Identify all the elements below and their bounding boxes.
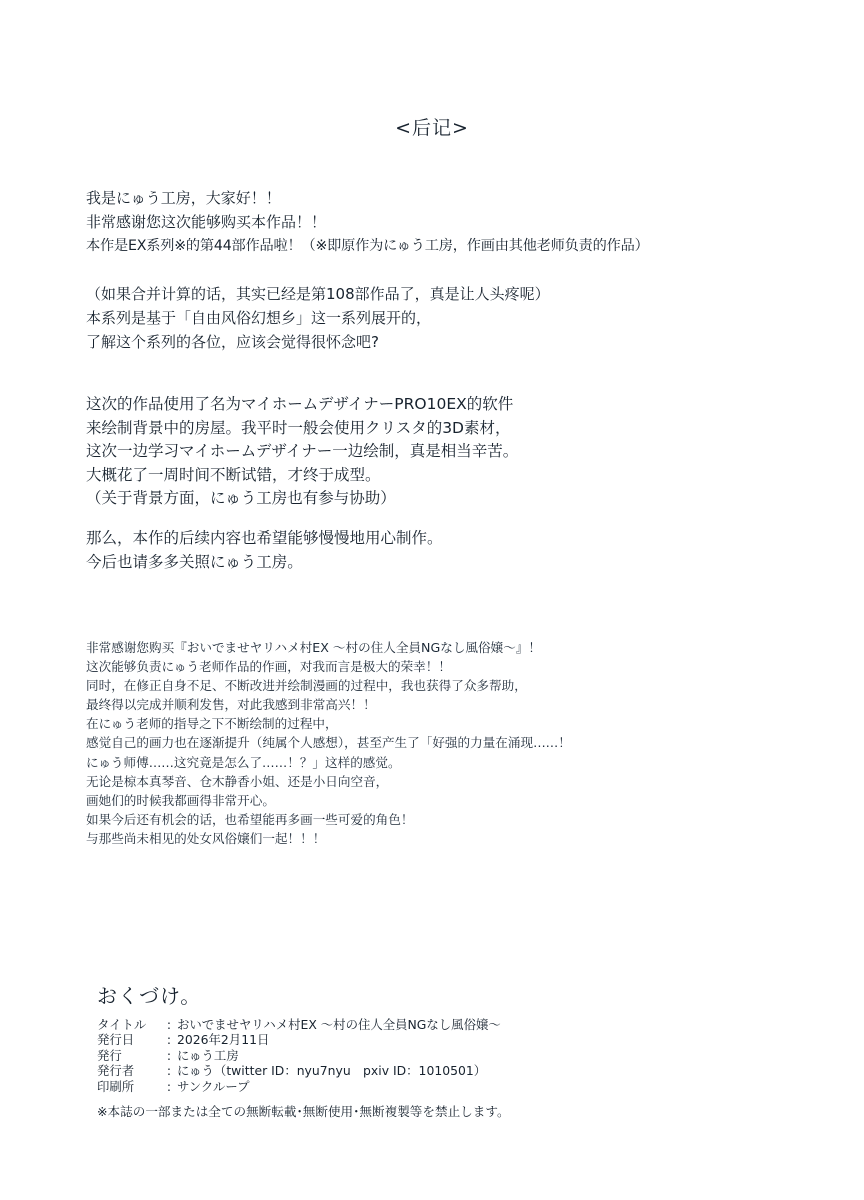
text-line: 那么，本作的后续内容也希望能够慢慢地用心制作。 xyxy=(86,529,443,547)
text-line: 无论是椋本真琴音、仓木静香小姐、还是小日向空音， xyxy=(86,773,389,789)
colophon-row xyxy=(97,1063,501,1078)
colophon xyxy=(97,1017,501,1094)
colophon-separator: : xyxy=(166,1047,172,1063)
colophon-separator: : xyxy=(166,1032,172,1048)
colophon-separator: : xyxy=(166,1063,172,1079)
page-title: <后记> xyxy=(395,117,469,139)
afterword-paragraph-3 xyxy=(86,527,856,574)
text-line: 最终得以完成并顺利发售，对此我感到非常高兴！！ xyxy=(86,697,376,713)
text-line: にゅう师傅……这究竟是怎么了……！？」这样的感觉。 xyxy=(86,754,401,770)
text-line: 本系列是基于「自由风俗幻想乡」这一系列展开的， xyxy=(86,309,432,327)
text-line: 与那些尚未相见的处女风俗嬢们一起！！！ xyxy=(86,830,326,846)
text-line: 同时，在修正自身不足、不断改进并绘制漫画的过程中，我也获得了众多帮助， xyxy=(86,678,527,694)
blank-line xyxy=(86,258,856,282)
colophon-label: 印刷所 xyxy=(97,1078,135,1094)
copyright-notice: ※本誌の一部または全ての無断転載･無断使用･無断複製等を禁止します。 xyxy=(97,1104,510,1119)
artist-afterword xyxy=(86,638,856,848)
colophon-row xyxy=(97,1017,501,1032)
text-line: 来绘制背景中的房屋。我平时一般会使用クリスタ的3D素材， xyxy=(86,418,511,437)
colophon-value: おいでませヤリハメ村EX ～村の住人全員NGなし風俗嬢～ xyxy=(177,1017,501,1032)
text-line: 大概花了一周时间不断试错，才终于成型。 xyxy=(86,465,381,484)
colophon-row xyxy=(97,1079,501,1094)
text-line: （关于背景方面，にゅう工房也有参与协助） xyxy=(86,489,396,507)
text-line: 了解这个系列的各位，应该会觉得很怀念吧? xyxy=(86,333,379,351)
afterword-paragraph-1 xyxy=(86,186,856,354)
text-line: 本作是EX系列※的第44部作品啦！（※即原作为にゅう工房，作画由其他老师负责的作品） xyxy=(86,238,649,254)
text-line: 这次的作品使用了名为マイホームデザイナーPRO10EX的软件 xyxy=(86,395,514,413)
text-line: 感觉自己的画力也在逐渐提升（纯属个人感想），甚至产生了「好强的力量在涌现……！ xyxy=(86,735,571,751)
text-line: 这次能够负责にゅう老师作品的作画，对我而言是极大的荣幸！！ xyxy=(86,659,451,675)
colophon-value: にゅう工房 xyxy=(177,1047,239,1063)
colophon-value: にゅう（twitter ID：nyu7nyu pxiv ID：1010501） xyxy=(177,1063,487,1079)
text-line: 这次一边学习マイホームデザイナー一边绘制，真是相当辛苦。 xyxy=(86,442,519,460)
colophon-value: 2026年2月11日 xyxy=(177,1032,270,1048)
colophon-row xyxy=(97,1048,501,1063)
text-line: 非常感谢您这次能够购买本作品！！ xyxy=(86,213,327,231)
colophon-label: 発行日 xyxy=(97,1032,135,1048)
text-line: 如果今后还有机会的话，也希望能再多画一些可爱的角色！ xyxy=(86,811,414,827)
colophon-separator: : xyxy=(166,1078,172,1094)
colophon-value: サンクループ xyxy=(177,1078,250,1094)
colophon-label: 発行者 xyxy=(97,1063,135,1079)
text-line: 画她们的时候我都画得非常开心。 xyxy=(86,792,275,808)
colophon-row xyxy=(97,1032,501,1047)
colophon-label: タイトル xyxy=(97,1017,147,1032)
afterword-paragraph-2 xyxy=(86,393,856,511)
text-line: 在にゅう老师的指导之下不断绘制的过程中， xyxy=(86,716,338,732)
text-line: （如果合并计算的话，其实已经是第108部作品了，真是让人头疼呢） xyxy=(86,285,550,303)
text-line: 今后也请多多关照にゅう工房。 xyxy=(86,552,303,571)
colophon-separator: : xyxy=(166,1017,172,1032)
okuzuke-heading: おくづけ。 xyxy=(97,984,202,1008)
colophon-label: 発行 xyxy=(97,1047,122,1063)
text-line: 非常感谢您购买『おいでませヤリハメ村EX ～村の住人全員NGなし風俗嬢～』！ xyxy=(86,640,541,655)
text-line: 我是にゅう工房，大家好！！ xyxy=(86,189,281,207)
